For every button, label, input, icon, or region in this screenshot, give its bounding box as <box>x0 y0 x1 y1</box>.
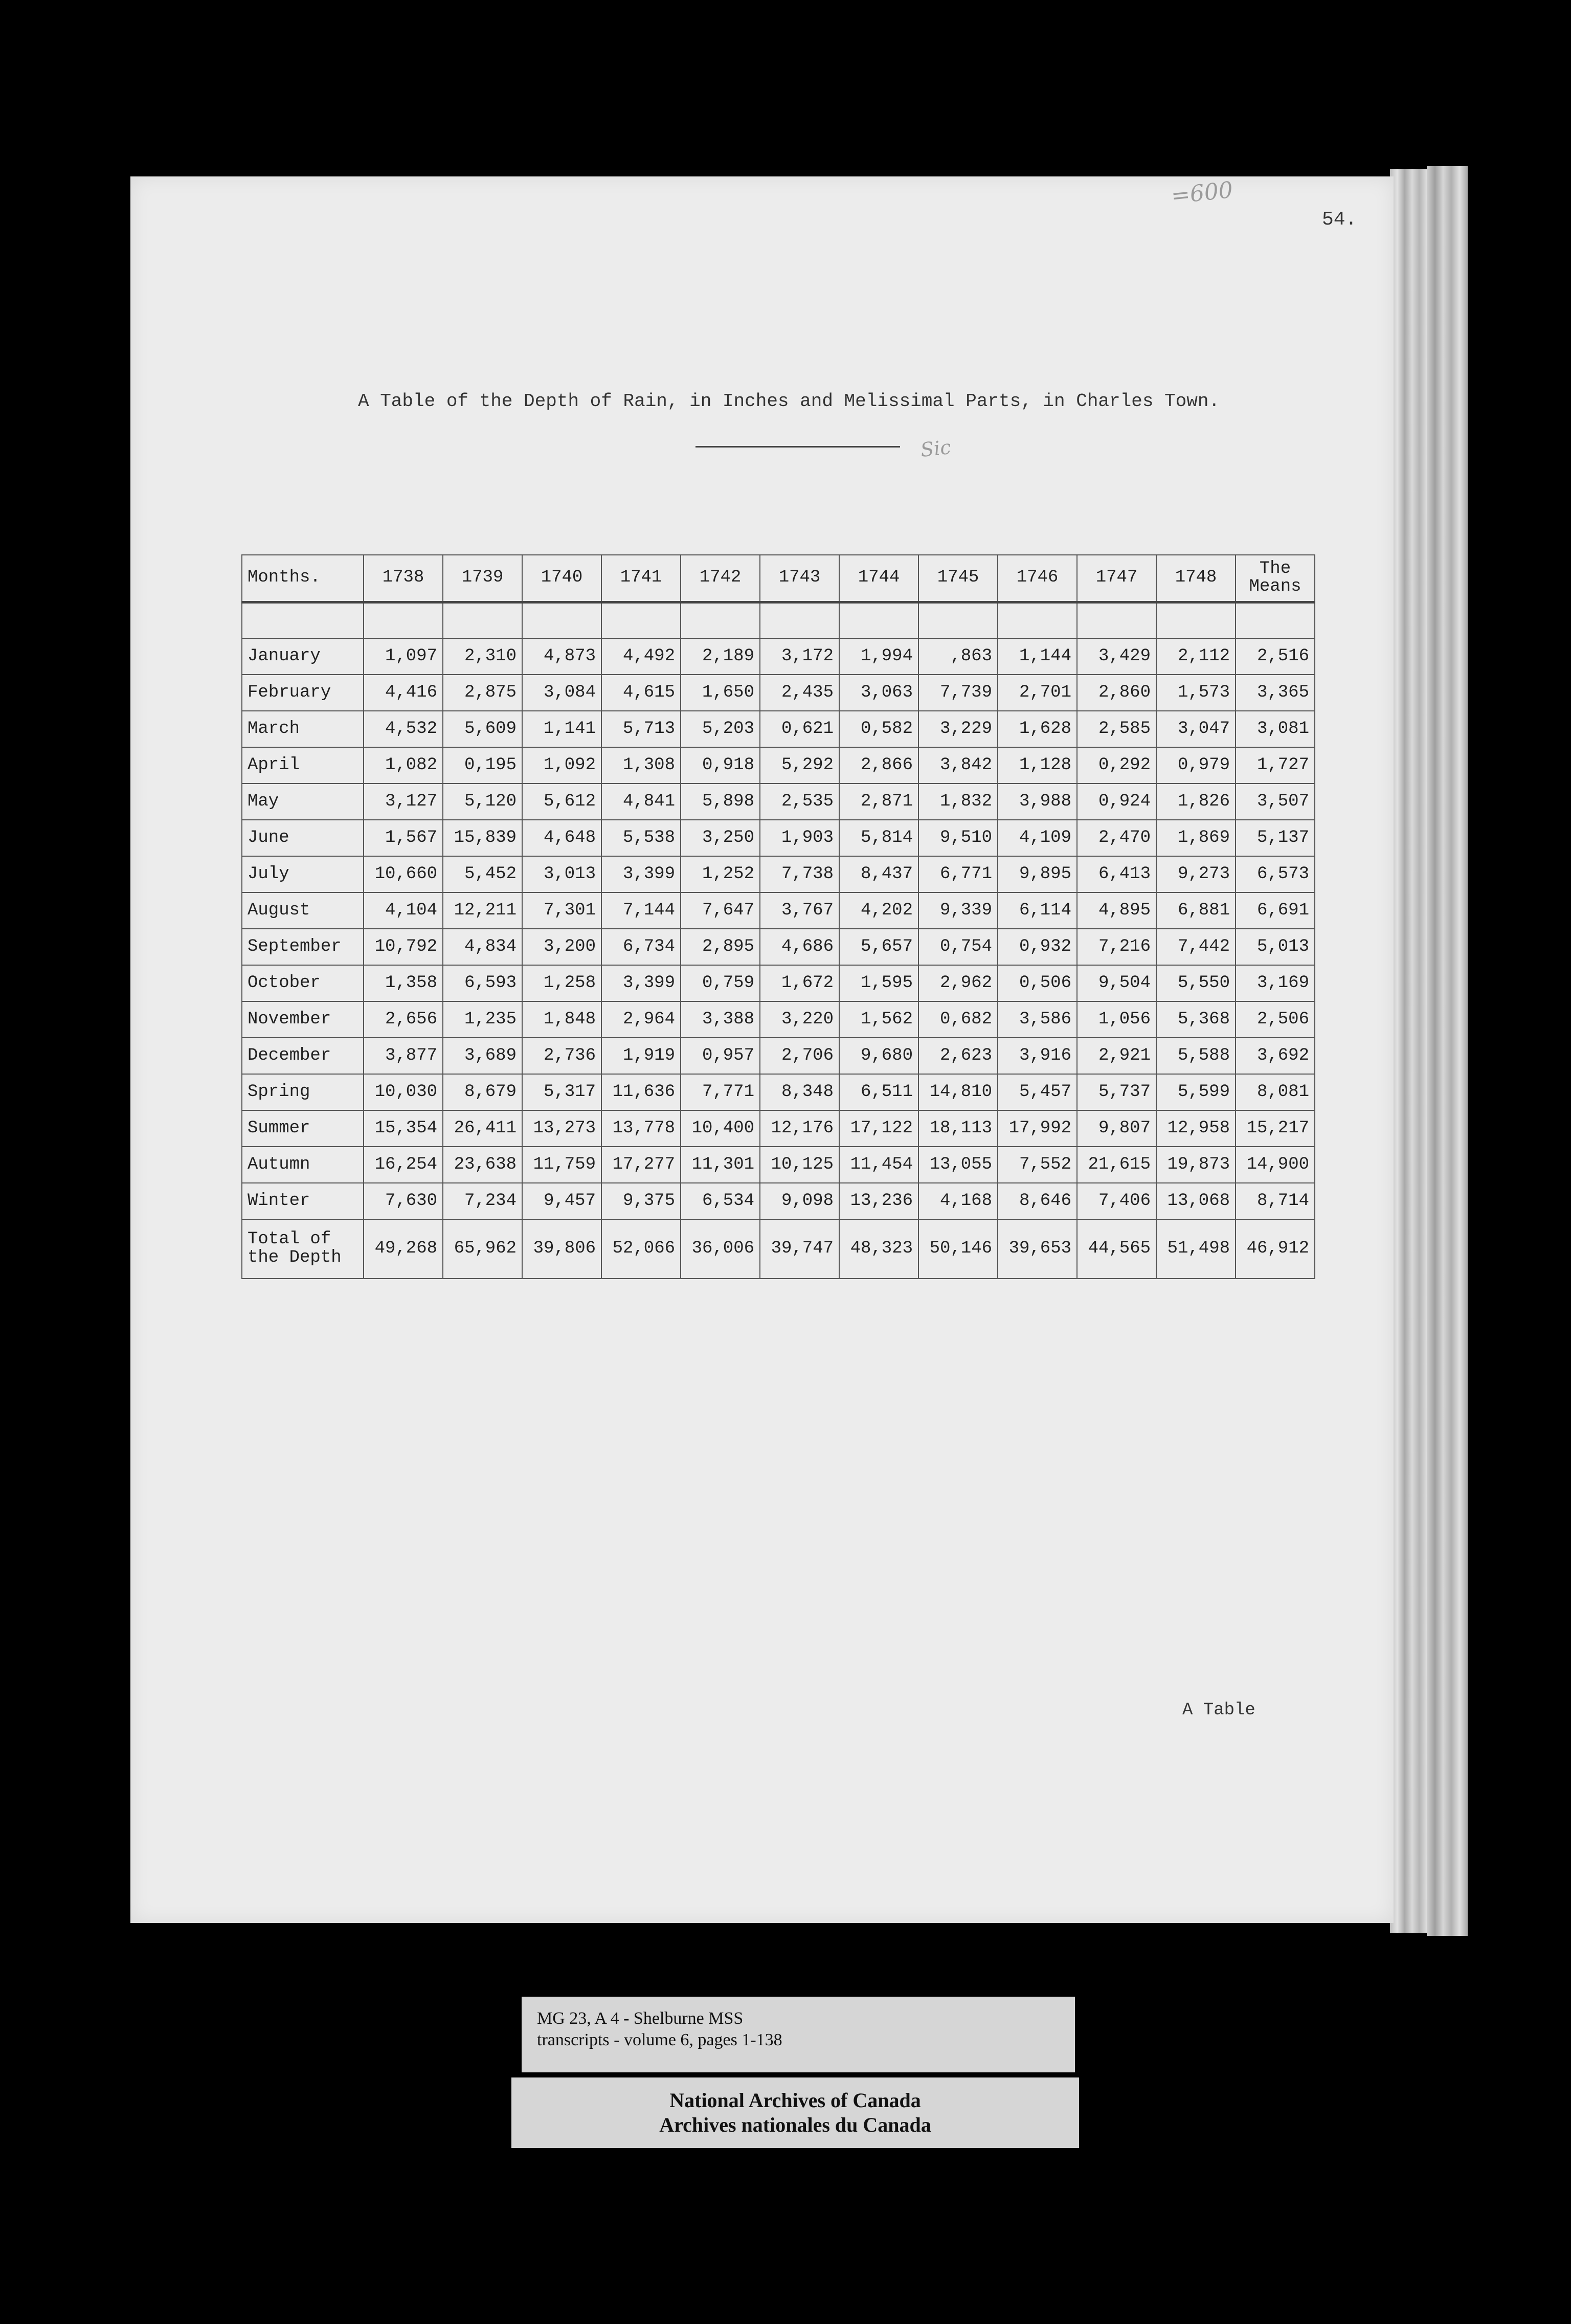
table-cell: 2,860 <box>1077 675 1156 711</box>
table-cell: 11,759 <box>522 1147 601 1183</box>
table-cell: 1,128 <box>998 747 1077 784</box>
table-cell: 39,806 <box>522 1219 601 1279</box>
table-cell: 0,979 <box>1156 747 1236 784</box>
table-row <box>242 820 1315 856</box>
table-cell: 5,657 <box>839 929 918 965</box>
table-cell: 4,895 <box>1077 892 1156 929</box>
row-label: October <box>242 965 364 1001</box>
table-cell: 8,348 <box>760 1074 839 1110</box>
column-header: 1746 <box>998 555 1077 602</box>
column-header: 1741 <box>601 555 681 602</box>
table-cell: 10,125 <box>760 1147 839 1183</box>
table-cell: 44,565 <box>1077 1219 1156 1279</box>
table-cell: 2,506 <box>1236 1001 1315 1038</box>
table-cell: 3,169 <box>1236 965 1315 1001</box>
table-cell: 36,006 <box>681 1219 760 1279</box>
table-cell: 1,097 <box>364 638 443 675</box>
spacer-cell <box>1077 602 1156 638</box>
table-cell: 8,646 <box>998 1183 1077 1219</box>
spacer-cell <box>918 602 998 638</box>
table-cell: 9,273 <box>1156 856 1236 892</box>
table-row <box>242 1074 1315 1110</box>
table-cell: 9,895 <box>998 856 1077 892</box>
table-row <box>242 1038 1315 1074</box>
row-label: July <box>242 856 364 892</box>
table-row <box>242 929 1315 965</box>
table-cell: 2,964 <box>601 1001 681 1038</box>
table-cell: 23,638 <box>443 1147 522 1183</box>
table-cell: 1,092 <box>522 747 601 784</box>
archive-reference-label <box>522 1997 1075 2072</box>
table-cell: 10,030 <box>364 1074 443 1110</box>
table-cell: 1,573 <box>1156 675 1236 711</box>
table-cell: 4,416 <box>364 675 443 711</box>
table-row <box>242 675 1315 711</box>
table-cell: 39,653 <box>998 1219 1077 1279</box>
table-row <box>242 1219 1315 1279</box>
table-cell: 14,810 <box>918 1074 998 1110</box>
table-cell: 2,736 <box>522 1038 601 1074</box>
table-cell: 9,504 <box>1077 965 1156 1001</box>
table-row <box>242 784 1315 820</box>
table-cell: 5,452 <box>443 856 522 892</box>
table-cell: 51,498 <box>1156 1219 1236 1279</box>
table-cell: 7,406 <box>1077 1183 1156 1219</box>
table-cell: 2,871 <box>839 784 918 820</box>
table-row <box>242 1147 1315 1183</box>
table-cell: 5,737 <box>1077 1074 1156 1110</box>
table-cell: 4,615 <box>601 675 681 711</box>
table-cell: 4,492 <box>601 638 681 675</box>
table-cell: 5,137 <box>1236 820 1315 856</box>
table-cell: 5,550 <box>1156 965 1236 1001</box>
table-cell: 1,832 <box>918 784 998 820</box>
table-cell: 48,323 <box>839 1219 918 1279</box>
table-cell: 7,771 <box>681 1074 760 1110</box>
table-cell: 3,586 <box>998 1001 1077 1038</box>
table-cell: 7,647 <box>681 892 760 929</box>
table-cell: 0,506 <box>998 965 1077 1001</box>
spacer-cell <box>443 602 522 638</box>
row-label: September <box>242 929 364 965</box>
table-cell: 11,636 <box>601 1074 681 1110</box>
table-cell: 5,898 <box>681 784 760 820</box>
table-cell: 2,470 <box>1077 820 1156 856</box>
spacer-cell <box>1236 602 1315 638</box>
table-cell: 4,532 <box>364 711 443 747</box>
table-cell: 1,141 <box>522 711 601 747</box>
table-cell: 5,814 <box>839 820 918 856</box>
column-header: 1747 <box>1077 555 1156 602</box>
table-cell: 2,535 <box>760 784 839 820</box>
table-cell: 17,277 <box>601 1147 681 1183</box>
table-cell: 3,399 <box>601 856 681 892</box>
table-cell: 9,098 <box>760 1183 839 1219</box>
table-cell: 2,701 <box>998 675 1077 711</box>
table-cell: 9,339 <box>918 892 998 929</box>
table-cell: 1,562 <box>839 1001 918 1038</box>
table-cell: 7,216 <box>1077 929 1156 965</box>
table-cell: 21,615 <box>1077 1147 1156 1183</box>
table-cell: 3,229 <box>918 711 998 747</box>
table-cell: 1,144 <box>998 638 1077 675</box>
column-header: 1742 <box>681 555 760 602</box>
table-cell: 2,112 <box>1156 638 1236 675</box>
table-cell: 4,841 <box>601 784 681 820</box>
table-cell: 3,507 <box>1236 784 1315 820</box>
table-cell: 12,211 <box>443 892 522 929</box>
table-cell: 2,656 <box>364 1001 443 1038</box>
table-cell: 3,429 <box>1077 638 1156 675</box>
table-cell: 65,962 <box>443 1219 522 1279</box>
table-cell: 8,437 <box>839 856 918 892</box>
title-underline <box>695 446 900 448</box>
table-cell: 6,534 <box>681 1183 760 1219</box>
table-cell: 9,807 <box>1077 1110 1156 1147</box>
table-cell: 1,258 <box>522 965 601 1001</box>
table-cell: 4,686 <box>760 929 839 965</box>
table-row <box>242 856 1315 892</box>
table-cell: 7,738 <box>760 856 839 892</box>
table-cell: 6,511 <box>839 1074 918 1110</box>
table-cell: 4,834 <box>443 929 522 965</box>
table-cell: 1,358 <box>364 965 443 1001</box>
table-row <box>242 965 1315 1001</box>
table-cell: 18,113 <box>918 1110 998 1147</box>
table-row <box>242 892 1315 929</box>
table-cell: 2,435 <box>760 675 839 711</box>
table-cell: 9,680 <box>839 1038 918 1074</box>
table-cell: 0,621 <box>760 711 839 747</box>
column-header: 1745 <box>918 555 998 602</box>
table-cell: 3,013 <box>522 856 601 892</box>
table-cell: 46,912 <box>1236 1219 1315 1279</box>
column-header: 1740 <box>522 555 601 602</box>
row-label: August <box>242 892 364 929</box>
row-label: Summer <box>242 1110 364 1147</box>
table-cell: 4,202 <box>839 892 918 929</box>
table-cell: 0,682 <box>918 1001 998 1038</box>
table-cell: 10,660 <box>364 856 443 892</box>
table-cell: 5,713 <box>601 711 681 747</box>
table-cell: 1,869 <box>1156 820 1236 856</box>
table-cell: 2,866 <box>839 747 918 784</box>
table-cell: 5,013 <box>1236 929 1315 965</box>
table-cell: 3,220 <box>760 1001 839 1038</box>
table-cell: 2,706 <box>760 1038 839 1074</box>
archive-name-en: National Archives of Canada <box>669 2089 921 2112</box>
table-cell: 7,630 <box>364 1183 443 1219</box>
table-cell: 1,848 <box>522 1001 601 1038</box>
spacer-cell <box>242 602 364 638</box>
archive-name-label <box>511 2077 1079 2148</box>
table-cell: 9,510 <box>918 820 998 856</box>
row-label: Winter <box>242 1183 364 1219</box>
table-cell: 5,609 <box>443 711 522 747</box>
table-cell: 1,650 <box>681 675 760 711</box>
table-cell: 6,734 <box>601 929 681 965</box>
table-row <box>242 747 1315 784</box>
table-cell: 17,992 <box>998 1110 1077 1147</box>
table-cell: 8,679 <box>443 1074 522 1110</box>
rain-depth-table <box>241 554 1315 1279</box>
archive-ref-line-1: MG 23, A 4 - Shelburne MSS <box>537 2009 744 2028</box>
table-cell: 4,104 <box>364 892 443 929</box>
row-label: November <box>242 1001 364 1038</box>
spacer-cell <box>601 602 681 638</box>
table-cell: 2,623 <box>918 1038 998 1074</box>
table-row <box>242 1110 1315 1147</box>
table-cell: 1,672 <box>760 965 839 1001</box>
table-cell: 2,585 <box>1077 711 1156 747</box>
table-cell: 1,903 <box>760 820 839 856</box>
page-number: 54. <box>1322 209 1357 231</box>
table-cell: 0,292 <box>1077 747 1156 784</box>
table-spacer-row <box>242 602 1315 638</box>
table-cell: 0,924 <box>1077 784 1156 820</box>
row-label: Spring <box>242 1074 364 1110</box>
table-cell: 5,538 <box>601 820 681 856</box>
table-cell: 1,994 <box>839 638 918 675</box>
table-cell: 3,063 <box>839 675 918 711</box>
document-title: A Table of the Depth of Rain, in Inches and Melissimal Parts, in Charles Town. <box>358 391 1220 412</box>
table-row <box>242 711 1315 747</box>
table-cell: 15,217 <box>1236 1110 1315 1147</box>
table-cell: 7,234 <box>443 1183 522 1219</box>
table-cell: 7,144 <box>601 892 681 929</box>
table-cell: 3,127 <box>364 784 443 820</box>
table-cell: 2,895 <box>681 929 760 965</box>
table-cell: 15,839 <box>443 820 522 856</box>
table-cell: 1,235 <box>443 1001 522 1038</box>
table-cell: 4,648 <box>522 820 601 856</box>
row-label: April <box>242 747 364 784</box>
table-cell: 13,236 <box>839 1183 918 1219</box>
table-cell: 4,873 <box>522 638 601 675</box>
table-cell: 49,268 <box>364 1219 443 1279</box>
table-cell: 6,573 <box>1236 856 1315 892</box>
table-cell: 2,875 <box>443 675 522 711</box>
catchword: A Table <box>1182 1701 1255 1720</box>
table-cell: 52,066 <box>601 1219 681 1279</box>
archive-name-fr: Archives nationales du Canada <box>659 2113 931 2136</box>
table-cell: 8,081 <box>1236 1074 1315 1110</box>
column-header-months: Months. <box>242 555 364 602</box>
column-header: 1748 <box>1156 555 1236 602</box>
table-cell: 2,516 <box>1236 638 1315 675</box>
table-cell: 39,747 <box>760 1219 839 1279</box>
table-cell: 3,689 <box>443 1038 522 1074</box>
table-cell: 1,628 <box>998 711 1077 747</box>
table-cell: 6,771 <box>918 856 998 892</box>
table-cell: 9,457 <box>522 1183 601 1219</box>
page-stack-edge <box>1390 169 1427 1933</box>
table-cell: 3,842 <box>918 747 998 784</box>
table-cell: 4,109 <box>998 820 1077 856</box>
table-cell: ,863 <box>918 638 998 675</box>
table-cell: 17,122 <box>839 1110 918 1147</box>
table-cell: 5,599 <box>1156 1074 1236 1110</box>
table-cell: 6,413 <box>1077 856 1156 892</box>
column-header: The Means <box>1236 555 1315 602</box>
sic-annotation: Sic <box>919 436 952 461</box>
table-cell: 0,195 <box>443 747 522 784</box>
table-cell: 2,962 <box>918 965 998 1001</box>
spacer-cell <box>522 602 601 638</box>
table-cell: 7,739 <box>918 675 998 711</box>
spacer-cell <box>681 602 760 638</box>
row-label: Total of the Depth <box>242 1219 364 1279</box>
table-cell: 16,254 <box>364 1147 443 1183</box>
table-cell: 3,767 <box>760 892 839 929</box>
table-cell: 2,310 <box>443 638 522 675</box>
table-cell: 13,273 <box>522 1110 601 1147</box>
table-cell: 5,120 <box>443 784 522 820</box>
table-cell: 50,146 <box>918 1219 998 1279</box>
table-cell: 3,877 <box>364 1038 443 1074</box>
table-cell: 1,308 <box>601 747 681 784</box>
archive-ref-line-2: transcripts - volume 6, pages 1-138 <box>537 2030 782 2049</box>
table-cell: 19,873 <box>1156 1147 1236 1183</box>
spacer-cell <box>839 602 918 638</box>
table-cell: 1,727 <box>1236 747 1315 784</box>
table-cell: 1,252 <box>681 856 760 892</box>
table-cell: 5,368 <box>1156 1001 1236 1038</box>
table-cell: 5,292 <box>760 747 839 784</box>
table-cell: 26,411 <box>443 1110 522 1147</box>
table-cell: 3,365 <box>1236 675 1315 711</box>
spacer-cell <box>1156 602 1236 638</box>
column-header: 1739 <box>443 555 522 602</box>
table-cell: 4,168 <box>918 1183 998 1219</box>
table-cell: 3,084 <box>522 675 601 711</box>
row-label: May <box>242 784 364 820</box>
table-cell: 1,919 <box>601 1038 681 1074</box>
column-header: 1743 <box>760 555 839 602</box>
table-cell: 3,047 <box>1156 711 1236 747</box>
table-cell: 1,082 <box>364 747 443 784</box>
table-cell: 13,778 <box>601 1110 681 1147</box>
table-cell: 6,691 <box>1236 892 1315 929</box>
table-cell: 6,593 <box>443 965 522 1001</box>
table-cell: 12,958 <box>1156 1110 1236 1147</box>
table-cell: 1,826 <box>1156 784 1236 820</box>
table-cell: 5,612 <box>522 784 601 820</box>
row-label: June <box>242 820 364 856</box>
table-row <box>242 1001 1315 1038</box>
table-cell: 2,921 <box>1077 1038 1156 1074</box>
table-cell: 3,988 <box>998 784 1077 820</box>
table-cell: 3,250 <box>681 820 760 856</box>
table-cell: 12,176 <box>760 1110 839 1147</box>
table-cell: 9,375 <box>601 1183 681 1219</box>
table-cell: 5,588 <box>1156 1038 1236 1074</box>
pencil-annotation: =600 <box>1170 176 1235 210</box>
table-cell: 0,754 <box>918 929 998 965</box>
table-cell: 14,900 <box>1236 1147 1315 1183</box>
column-header: 1738 <box>364 555 443 602</box>
table-cell: 5,203 <box>681 711 760 747</box>
table-cell: 2,189 <box>681 638 760 675</box>
table-cell: 1,056 <box>1077 1001 1156 1038</box>
spacer-cell <box>760 602 839 638</box>
row-label: Autumn <box>242 1147 364 1183</box>
table-cell: 10,400 <box>681 1110 760 1147</box>
table-cell: 3,692 <box>1236 1038 1315 1074</box>
column-header: 1744 <box>839 555 918 602</box>
row-label: February <box>242 675 364 711</box>
table-cell: 11,301 <box>681 1147 760 1183</box>
table-cell: 1,567 <box>364 820 443 856</box>
table-cell: 0,918 <box>681 747 760 784</box>
table-cell: 0,957 <box>681 1038 760 1074</box>
spacer-cell <box>998 602 1077 638</box>
table-cell: 0,759 <box>681 965 760 1001</box>
row-label: December <box>242 1038 364 1074</box>
table-cell: 13,068 <box>1156 1183 1236 1219</box>
table-cell: 7,552 <box>998 1147 1077 1183</box>
table-cell: 13,055 <box>918 1147 998 1183</box>
table-cell: 1,595 <box>839 965 918 1001</box>
table-cell: 0,582 <box>839 711 918 747</box>
table-cell: 6,881 <box>1156 892 1236 929</box>
table-cell: 3,916 <box>998 1038 1077 1074</box>
table-cell: 10,792 <box>364 929 443 965</box>
table-cell: 15,354 <box>364 1110 443 1147</box>
table-row <box>242 638 1315 675</box>
table-cell: 7,301 <box>522 892 601 929</box>
table-cell: 3,081 <box>1236 711 1315 747</box>
table-cell: 0,932 <box>998 929 1077 965</box>
page-stack-edge-outer <box>1427 166 1468 1936</box>
table-row <box>242 1183 1315 1219</box>
table-cell: 6,114 <box>998 892 1077 929</box>
table-cell: 3,399 <box>601 965 681 1001</box>
spacer-cell <box>364 602 443 638</box>
table-cell: 5,317 <box>522 1074 601 1110</box>
table-cell: 3,172 <box>760 638 839 675</box>
table-header-row <box>242 555 1315 602</box>
table-cell: 3,388 <box>681 1001 760 1038</box>
table-cell: 5,457 <box>998 1074 1077 1110</box>
row-label: January <box>242 638 364 675</box>
table-cell: 3,200 <box>522 929 601 965</box>
table-cell: 11,454 <box>839 1147 918 1183</box>
row-label: March <box>242 711 364 747</box>
table-cell: 7,442 <box>1156 929 1236 965</box>
table-cell: 8,714 <box>1236 1183 1315 1219</box>
